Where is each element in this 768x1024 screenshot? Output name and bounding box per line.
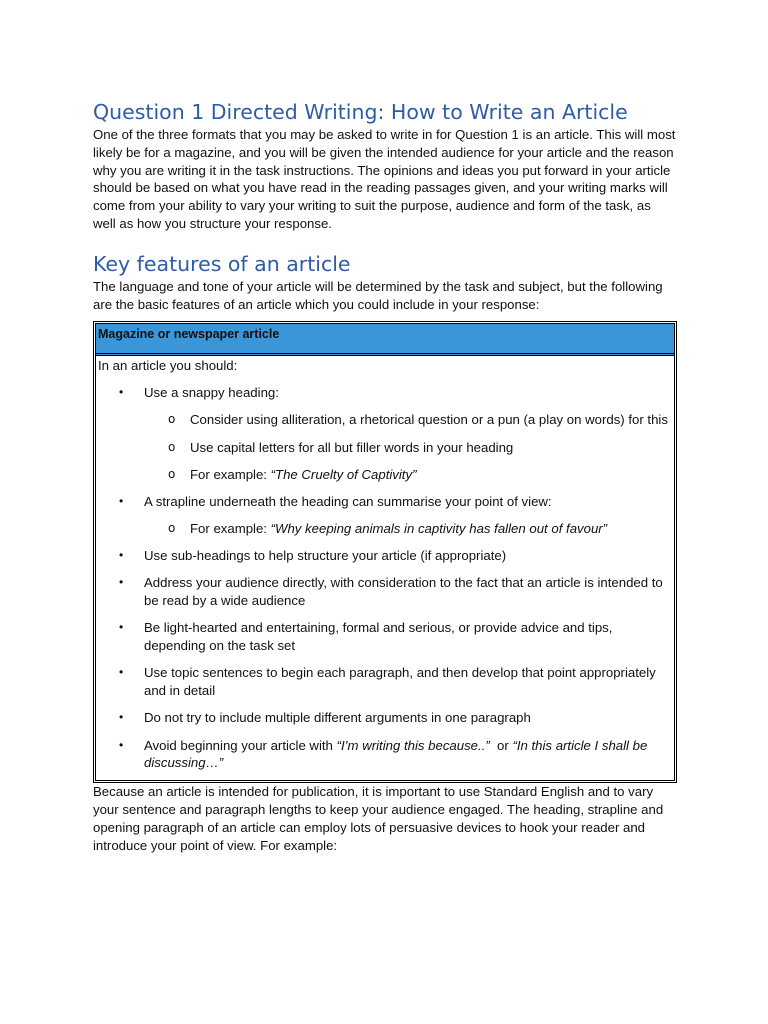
sub-list-item xyxy=(144,466,672,484)
sub-item-prefix: For example: xyxy=(190,466,271,482)
list-item xyxy=(98,664,672,700)
table-header: Magazine or newspaper article xyxy=(96,324,674,356)
bullet-icon: • xyxy=(119,620,124,635)
sub-list xyxy=(144,520,672,538)
sub-list-item xyxy=(144,439,672,457)
intro-paragraph: One of the three formats that you may be asked to write in for Question 1 is an article. This will most likely be for a magazine, and you will be given the intended audience for your article and the reason why you are writing it in the task instructions. The opinions and ideas you put forward in your article should be based on what you have read in the reading passages given, and your writing marks will come from your ability to vary your writing to suit the purpose, audience and form of the task, as well as how you structure your response. xyxy=(93,127,676,231)
feature-list xyxy=(98,384,672,772)
sub-item-text: Use capital letters for all but filler words in your heading xyxy=(190,439,514,455)
list-item xyxy=(98,709,672,727)
bullet-icon: • xyxy=(119,737,124,752)
sub-item-prefix: For example: xyxy=(190,521,271,537)
example-quote: “Why keeping animals in captivity has fallen out of favour” xyxy=(270,521,608,537)
circle-bullet-icon: o xyxy=(168,521,176,536)
list-item-text: Be light-hearted and entertaining, formal and serious, or provide advice and tips, depending on the task set xyxy=(144,620,613,654)
list-item xyxy=(98,493,672,538)
list-item xyxy=(98,384,672,483)
bullet-icon: • xyxy=(119,575,124,590)
bullet-icon: • xyxy=(119,548,124,563)
sub-item-text: Consider using alliteration, a rhetorical question or a pun (a play on words) for this xyxy=(190,412,668,428)
table-body xyxy=(96,356,674,772)
circle-bullet-icon: o xyxy=(168,412,176,427)
page-title: Question 1 Directed Writing: How to Write an Article xyxy=(93,100,628,124)
closing-paragraph: Because an article is intended for publication, it is important to use Standard English and to vary your sentence and paragraph lengths to keep your audience engaged. The heading, strapline and opening paragraph of an article can employ lots of persuasive devices to hook your reader and introduce your point of view. For example: xyxy=(93,784,664,853)
list-item xyxy=(98,737,672,773)
sub-list-item xyxy=(144,520,672,538)
list-item-text: or xyxy=(489,737,513,753)
list-item xyxy=(98,619,672,655)
list-item-text: Use topic sentences to begin each paragraph, and then develop that point appropriately and in detail xyxy=(144,665,656,699)
features-table xyxy=(93,321,677,783)
bullet-icon: • xyxy=(119,493,124,508)
document-content xyxy=(93,98,677,854)
example-quote: “The Cruelty of Captivity” xyxy=(270,466,417,482)
section-heading: Key features of an article xyxy=(93,251,351,276)
bullet-icon: • xyxy=(119,385,124,400)
sub-list xyxy=(144,411,672,483)
list-item xyxy=(98,547,672,565)
list-item-text: Do not try to include multiple different arguments in one paragraph xyxy=(144,710,531,726)
example-quote: “In this article I shall be discussing…” xyxy=(144,737,648,771)
bullet-icon: • xyxy=(119,665,124,680)
section-paragraph: The language and tone of your article will be determined by the task and subject, but the following are the basic features of an article which you could include in your response: xyxy=(93,278,663,312)
sub-list-item xyxy=(144,411,672,429)
list-item-text: Avoid beginning your article with xyxy=(144,737,337,753)
list-item-text: Use a snappy heading: xyxy=(144,385,279,401)
example-quote: “I’m writing this because..” xyxy=(336,737,490,753)
bullet-icon: • xyxy=(119,710,124,725)
circle-bullet-icon: o xyxy=(168,466,176,481)
list-item-text: Use sub-headings to help structure your article (if appropriate) xyxy=(144,548,507,564)
table-intro: In an article you should: xyxy=(98,358,238,374)
circle-bullet-icon: o xyxy=(168,439,176,454)
list-item xyxy=(98,574,672,610)
list-item-text: A strapline underneath the heading can summarise your point of view: xyxy=(144,493,552,509)
list-item-text: Address your audience directly, with consideration to the fact that an article is intended to be read by a wide audience xyxy=(144,575,663,609)
